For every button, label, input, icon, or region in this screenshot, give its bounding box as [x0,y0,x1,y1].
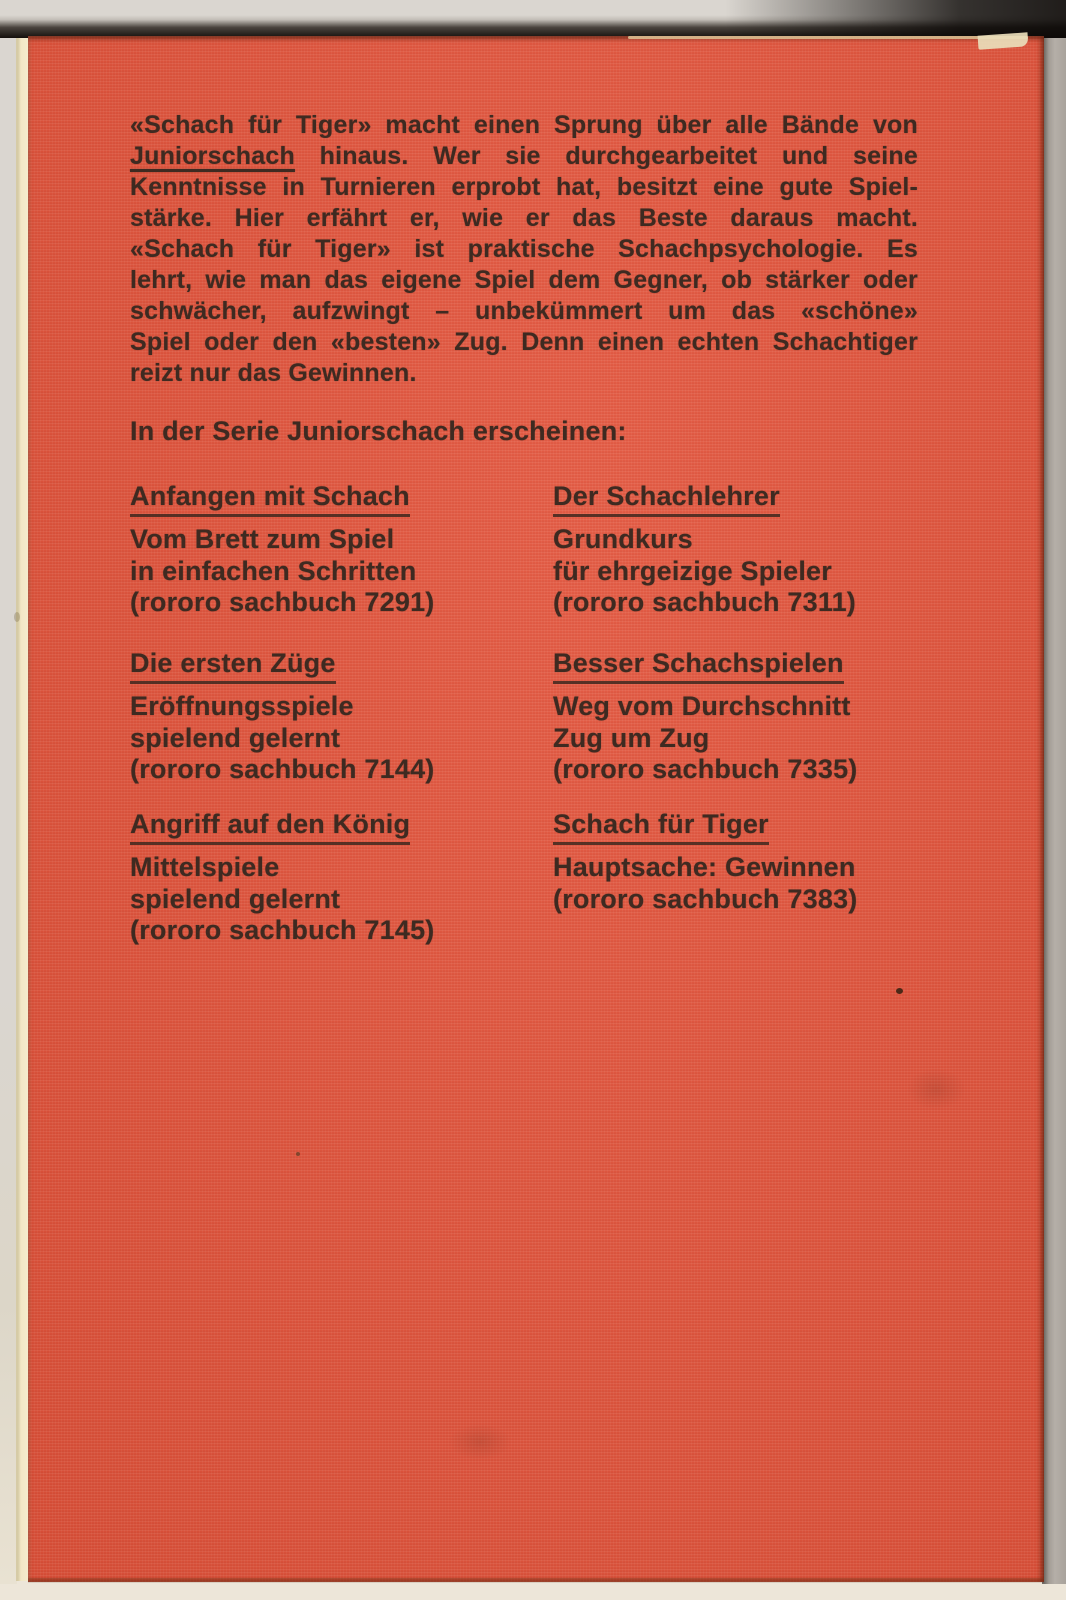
blurb-text: Spiel oder den «besten» Zug. Denn einen echten Schachtiger [130,328,918,356]
book-detail-line: Vom Brett zum Spiel [130,524,395,554]
book-entry [130,810,553,947]
scan-background-right [1042,0,1066,1584]
book-detail-line: (rororo sachbuch 7144) [130,754,435,784]
blurb-text: «Schach für Tiger» macht einen Sprung über alle Bände von [130,111,918,139]
blurb-line [130,203,918,234]
blurb-text: reizt nur das Gewinnen. [130,359,417,387]
book-detail-line: Eröffnungsspiele [130,691,354,721]
book-detail-line: (rororo sachbuch 7335) [553,754,858,784]
book-entry [130,649,553,810]
book-detail-line: (rororo sachbuch 7145) [130,915,435,945]
book-detail-line: (rororo sachbuch 7311) [553,587,856,617]
top-page-edge-highlight [628,36,1028,39]
blurb-text: hinaus. Wer sie durchgearbeitet und seine [294,142,918,170]
book-list [130,482,963,947]
cover-smudge [906,1068,966,1110]
book-title-text: Besser Schachspielen [553,649,844,684]
book-title [553,810,963,845]
book-title [130,810,553,845]
book-title-text: Anfangen mit Schach [130,482,410,517]
book-title-text: Die ersten Züge [130,649,336,684]
cover-fleck [896,988,903,994]
blurb-line [130,296,918,327]
blurb-text: schwächer, aufzwingt – unbekümmert um das «schöne» [130,297,918,325]
blurb-line [130,110,918,141]
underlined-series-name: Juniorschach [130,142,295,170]
book-entry [553,810,963,947]
blurb-line [130,172,918,203]
blurb-line [130,358,918,389]
book-detail-line: spielend gelernt [130,883,341,914]
blurb-line [130,327,918,358]
cover-smudge [448,1424,512,1460]
book-detail-line: Zug um Zug [553,722,710,753]
book-detail-line: Grundkurs [553,524,693,554]
book-detail-line: spielend gelernt [130,722,341,753]
book-back-cover [28,36,1044,1582]
book-title [553,482,963,517]
series-intro: In der Serie Juniorschach erscheinen: [130,416,627,446]
blurb-text: «Schach für Tiger» ist praktische Schachpsychologie. Es [130,235,918,263]
book-title [553,649,963,684]
blurb-line [130,265,918,296]
book-title-text: Angriff auf den König [130,810,410,845]
blurb-text: lehrt, wie man das eigene Spiel dem Gegner, ob stärker oder [130,266,918,294]
book-bottom-edge-shadow [28,1578,1044,1583]
blurb-text: stärke. Hier erfährt er, wie er das Beste daraus macht. [130,204,918,232]
book-detail-line: für ehrgeizige Spieler [553,555,832,586]
cover-fleck [296,1152,300,1156]
book-detail-line: in einfachen Schritten [130,555,417,586]
page-edge-nick [14,612,20,622]
scan-background-top-shadow [0,0,1066,38]
book-title [130,649,553,684]
book-entry [130,482,553,649]
blurb-line [130,141,918,172]
book-detail-line: Mittelspiele [130,852,280,882]
worn-corner-top-right [978,32,1029,49]
book-title-text: Schach für Tiger [553,810,769,845]
book-detail-line: Hauptsache: Gewinnen [553,852,856,882]
book-title-text: Der Schachlehrer [553,482,780,517]
scan-background-left [0,0,17,1584]
book-title [130,482,553,517]
blurb-paragraph [130,110,918,389]
book-detail-line: (rororo sachbuch 7291) [130,587,435,617]
book-entry [553,482,963,649]
book-detail-line: Weg vom Durchschnitt [553,691,851,721]
book-entry [553,649,963,810]
blurb-text: Kenntnisse in Turnieren erprobt hat, besitzt eine gute Spiel- [130,173,918,201]
blurb-line [130,234,918,265]
book-detail-line: (rororo sachbuch 7383) [553,883,858,914]
